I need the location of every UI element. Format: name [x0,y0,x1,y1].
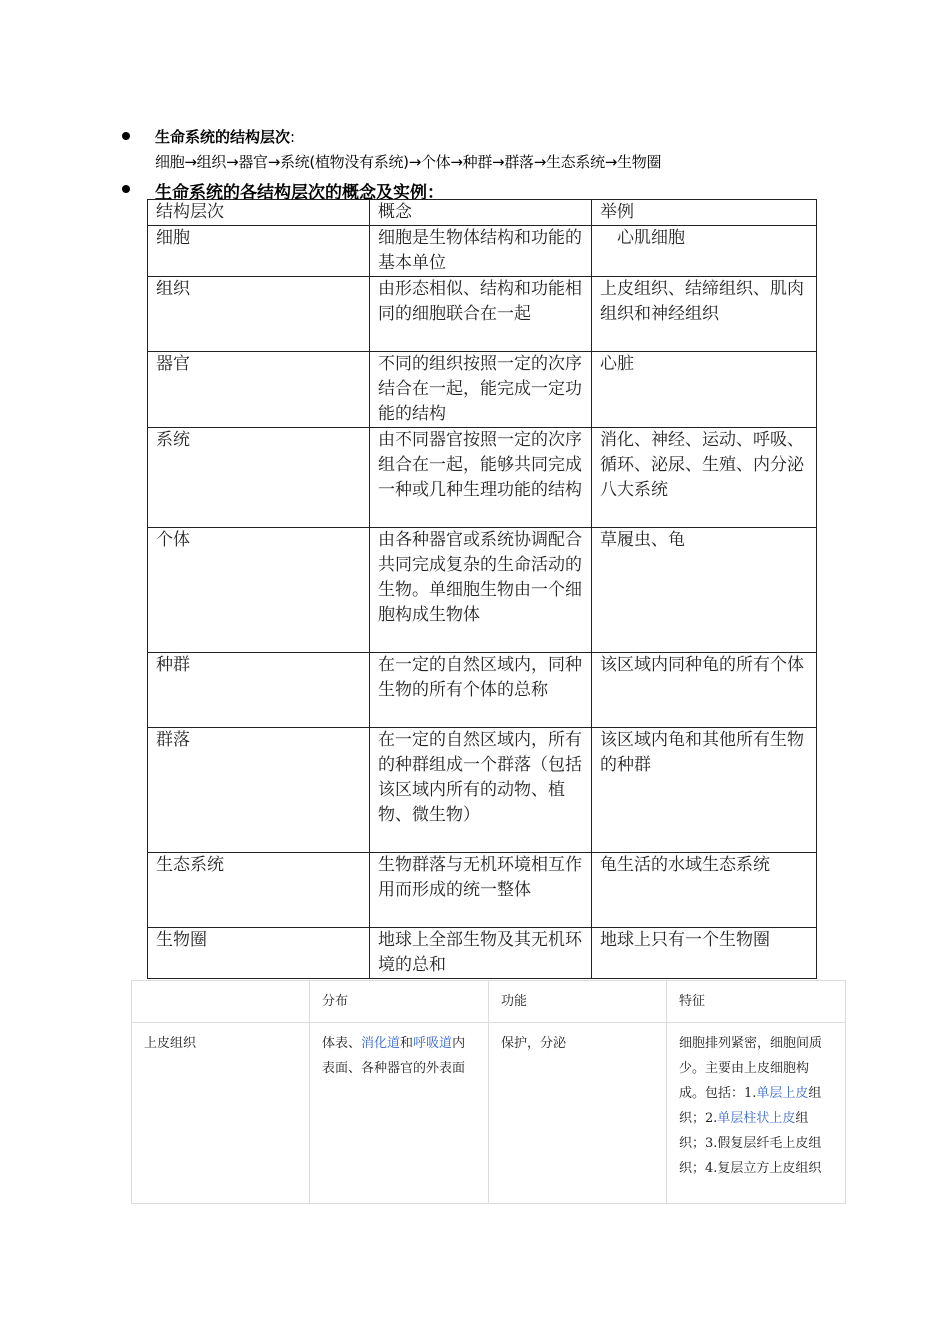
hierarchy-sequence: 细胞→组织→器官→系统(植物没有系统)→个体→种群→群落→生态系统→生物圈 [155,153,662,171]
cell-example: 地球上只有一个生物圈 [592,928,817,979]
cell-level: 生物圈 [148,928,370,979]
cell-concept: 由各种器官或系统协调配合共同完成复杂的生命活动的生物。单细胞生物由一个细胞构成生物体 [370,528,592,653]
tissue-table [131,980,846,1204]
cell-example: 草履虫、龟 [592,528,817,653]
header-level: 结构层次 [148,200,370,226]
tissue-feature: 细胞排列紧密，细胞间质少。主要由上皮细胞构成。包括：1.单层上皮组织；2.单层柱状上皮组织；3.假复层纤毛上皮组织；4.复层立方上皮组织 [667,1023,846,1204]
table-row [148,728,817,853]
table-row [148,226,817,277]
cell-example: 该区域内同种龟的所有个体 [592,653,817,728]
cell-level: 细胞 [148,226,370,277]
cell-level: 系统 [148,428,370,528]
link-respiratory-tract[interactable]: 呼吸道 [413,1036,453,1051]
tissue-header-row [132,981,846,1023]
cell-level: 生态系统 [148,853,370,928]
bullet-2 [122,185,130,193]
cell-example: 心肌细胞 [592,226,817,277]
link-digestive-tract[interactable]: 消化道 [361,1036,401,1051]
table-row [148,853,817,928]
link-simple-epithelium[interactable]: 单层上皮 [756,1086,809,1101]
cell-concept: 在一定的自然区域内，同种生物的所有个体的总称 [370,653,592,728]
table-row [148,352,817,428]
cell-concept: 地球上全部生物及其无机环境的总和 [370,928,592,979]
tissue-function: 保护，分泌 [489,1023,667,1204]
cell-level: 种群 [148,653,370,728]
bullet-1 [122,132,130,140]
table-row [148,428,817,528]
cell-level: 个体 [148,528,370,653]
table-row [148,528,817,653]
cell-concept: 在一定的自然区域内，所有的种群组成一个群落（包括该区域内所有的动物、植物、微生物） [370,728,592,853]
cell-example: 龟生活的水域生态系统 [592,853,817,928]
tissue-header-blank [132,981,310,1023]
table-header-row [148,200,817,226]
section-heading-1: 生命系统的结构层次: [155,128,296,146]
table-row [148,277,817,352]
cell-concept: 不同的组织按照一定的次序结合在一起，能完成一定功能的结构 [370,352,592,428]
tissue-header-distribution: 分布 [310,981,489,1023]
tissue-row [132,1023,846,1204]
header-example: 举例 [592,200,817,226]
tissue-header-feature: 特征 [667,981,846,1023]
cell-concept: 由形态相似、结构和功能相同的细胞联合在一起 [370,277,592,352]
cell-level: 组织 [148,277,370,352]
section-heading-2: 生命系统的各结构层次的概念及实例： [155,183,444,203]
header-concept: 概念 [370,200,592,226]
tissue-header-function: 功能 [489,981,667,1023]
cell-example: 心脏 [592,352,817,428]
table-row [148,653,817,728]
tissue-name: 上皮组织 [132,1023,310,1204]
cell-example: 该区域内龟和其他所有生物的种群 [592,728,817,853]
cell-example: 上皮组织、结缔组织、肌肉组织和神经组织 [592,277,817,352]
cell-concept: 生物群落与无机环境相互作用而形成的统一整体 [370,853,592,928]
cell-level: 群落 [148,728,370,853]
cell-example: 消化、神经、运动、呼吸、循环、泌尿、生殖、内分泌八大系统 [592,428,817,528]
cell-level: 器官 [148,352,370,428]
tissue-distribution: 体表、消化道和呼吸道内表面、各种器官的外表面 [310,1023,489,1204]
link-simple-columnar-epithelium[interactable]: 单层柱状上皮 [717,1111,796,1126]
cell-concept: 细胞是生物体结构和功能的基本单位 [370,226,592,277]
hierarchy-table [147,199,817,979]
cell-concept: 由不同器官按照一定的次序组合在一起，能够共同完成一种或几种生理功能的结构 [370,428,592,528]
table-row [148,928,817,979]
